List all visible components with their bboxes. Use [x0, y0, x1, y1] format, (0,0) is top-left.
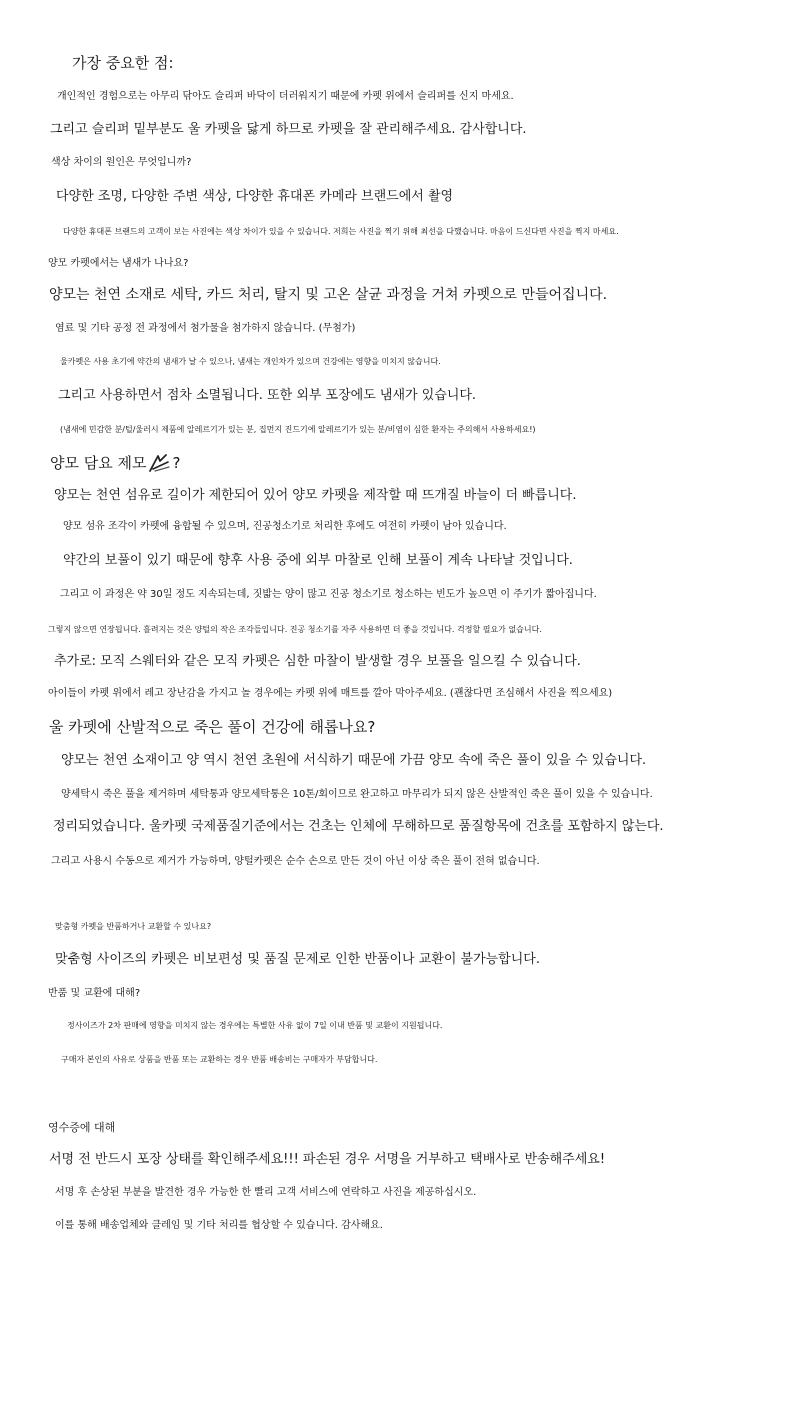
section-heading-receipt: 영수증에 대해	[48, 1121, 116, 1134]
paragraph-line: 울카펫은 사용 초기에 약간의 냄새가 날 수 있으나, 냄새는 개인차가 있으며 건강에는 영향을 미치지 않습니다.	[60, 357, 441, 366]
paragraph-line: 그렇지 않으면 연장됩니다. 흘려지는 것은 양털의 작은 조각들입니다. 진공 청소기를 자주 사용하면 더 좋을 것입니다. 걱정할 필요가 없습니다.	[48, 625, 542, 634]
paragraph-line: 맞춤형 사이즈의 카펫은 비보편성 및 품질 문제로 인한 반품이나 교환이 불가능합니다.	[55, 952, 540, 967]
section-heading-text: 양모 담요 제모	[50, 454, 147, 472]
pen-scribble-icon	[147, 452, 171, 474]
paragraph-line: 서명 후 손상된 부분을 발견한 경우 가능한 한 빨리 고객 서비스에 연락하고 사진을 제공하십시오.	[55, 1187, 477, 1198]
section-heading-returns: 반품 및 교환에 대해?	[48, 988, 141, 999]
paragraph-line: 양모 섬유 조각이 카펫에 융합될 수 있으며, 진공청소기로 처리한 후에도 여전히 카펫이 남아 있습니다.	[63, 521, 507, 532]
paragraph-line: 그리고 사용하면서 점차 소멸됩니다. 또한 외부 포장에도 냄새가 있습니다.	[58, 388, 477, 403]
paragraph-line: 양모는 천연 섬유로 길이가 제한되어 있어 양모 카펫을 제작할 때 뜨개질 바늘이 더 빠릅니다.	[54, 488, 577, 503]
paragraph-line: 그리고 이 과정은 약 30일 정도 지속되는데, 짓밟는 양이 많고 진공 청소기로 청소하는 빈도가 높으면 이 주기가 짧아집니다.	[60, 589, 597, 600]
paragraph-line: 다양한 조명, 다양한 주변 색상, 다양한 휴대폰 카메라 브랜드에서 촬영	[56, 189, 454, 204]
section-heading-dead-grass: 울 카펫에 산발적으로 죽은 풀이 건강에 해롭나요?	[49, 718, 376, 736]
paragraph-line: 다양한 휴대폰 브랜드의 고객이 보는 사진에는 색상 차이가 있을 수 있습니다. 저희는 사진을 찍기 위해 최선을 다했습니다. 마음이 드신다면 사진을 찍지 마세요.	[63, 227, 619, 236]
paragraph-line: 서명 전 반드시 포장 상태를 확인해주세요!!! 파손된 경우 서명을 거부하고 택배사로 반송해주세요!	[49, 1152, 606, 1167]
section-heading-color-difference: 색상 차이의 원인은 무엇입니까?	[51, 157, 192, 168]
paragraph-line: 양모는 천연 소재로 세탁, 카드 처리, 탈지 및 고온 살균 과정을 거쳐 카펫으로 만들어집니다.	[49, 287, 608, 303]
section-heading-question-mark: ?	[172, 454, 181, 472]
paragraph-line: 추가로: 모직 스웨터와 같은 모직 카펫은 심한 마찰이 발생할 경우 보풀을 일으킬 수 있습니다.	[54, 654, 581, 669]
paragraph-line: (냄새에 민감한 분/털/울러시 제품에 알레르기가 있는 분, 집먼지 진드기에 알레르기가 있는 분/비염이 심한 환자는 주의해서 사용하세요!)	[60, 425, 536, 434]
section-heading-shedding	[50, 452, 180, 474]
paragraph-line: 그리고 슬리퍼 밑부분도 울 카펫을 닳게 하므로 카펫을 잘 관리해주세요. 감사합니다.	[50, 122, 527, 137]
paragraph-line: 이를 통해 배송업체와 클레임 및 기타 처리를 협상할 수 있습니다. 감사해요.	[55, 1220, 383, 1231]
paragraph-line: 양모는 천연 소재이고 양 역시 천연 초원에 서식하기 때문에 가끔 양모 속에 죽은 풀이 있을 수 있습니다.	[61, 753, 647, 768]
paragraph-line: 염료 및 기타 공정 전 과정에서 첨가물을 첨가하지 않습니다. (무첨가)	[55, 323, 356, 334]
paragraph-line: 그리고 사용시 수동으로 제거가 가능하며, 양털카펫은 순수 손으로 만든 것이 아닌 이상 죽은 풀이 전혀 없습니다.	[51, 856, 540, 867]
section-heading-custom-return: 맞춤형 카펫을 반품하거나 교환할 수 있나요?	[55, 922, 212, 931]
section-heading-smell: 양모 카펫에서는 냄새가 나나요?	[48, 258, 189, 269]
paragraph-line: 정리되었습니다. 울카펫 국제품질기준에서는 건초는 인체에 무해하므로 품질항목에 건초를 포함하지 않는다.	[53, 819, 664, 834]
paragraph-line: 아이들이 카펫 위에서 레고 장난감을 가지고 놀 경우에는 카펫 위에 매트를 깔아 막아주세요. (괜찮다면 조심해서 사진을 찍으세요)	[48, 688, 613, 699]
paragraph-line: 정사이즈가 2차 판매에 영향을 미치지 않는 경우에는 특별한 사유 없이 7일 이내 반품 및 교환이 지원됩니다.	[67, 1021, 443, 1030]
section-heading-important: 가장 중요한 점:	[72, 54, 174, 72]
paragraph-line: 개인적인 경험으로는 아무리 닦아도 슬리퍼 바닥이 더러워지기 때문에 카펫 위에서 슬리퍼를 신지 마세요.	[57, 91, 514, 102]
paragraph-line: 양세탁시 죽은 풀을 제거하며 세탁통과 양모세탁통은 10톤/회이므로 완고하고 마무리가 되지 않은 산발적인 죽은 풀이 있을 수 있습니다.	[61, 789, 653, 800]
paragraph-line: 약간의 보풀이 있기 때문에 향후 사용 중에 외부 마찰로 인해 보풀이 계속 나타날 것입니다.	[63, 553, 573, 568]
paragraph-line: 구매자 본인의 사유로 상품을 반품 또는 교환하는 경우 반품 배송비는 구매자가 부담합니다.	[61, 1055, 378, 1064]
